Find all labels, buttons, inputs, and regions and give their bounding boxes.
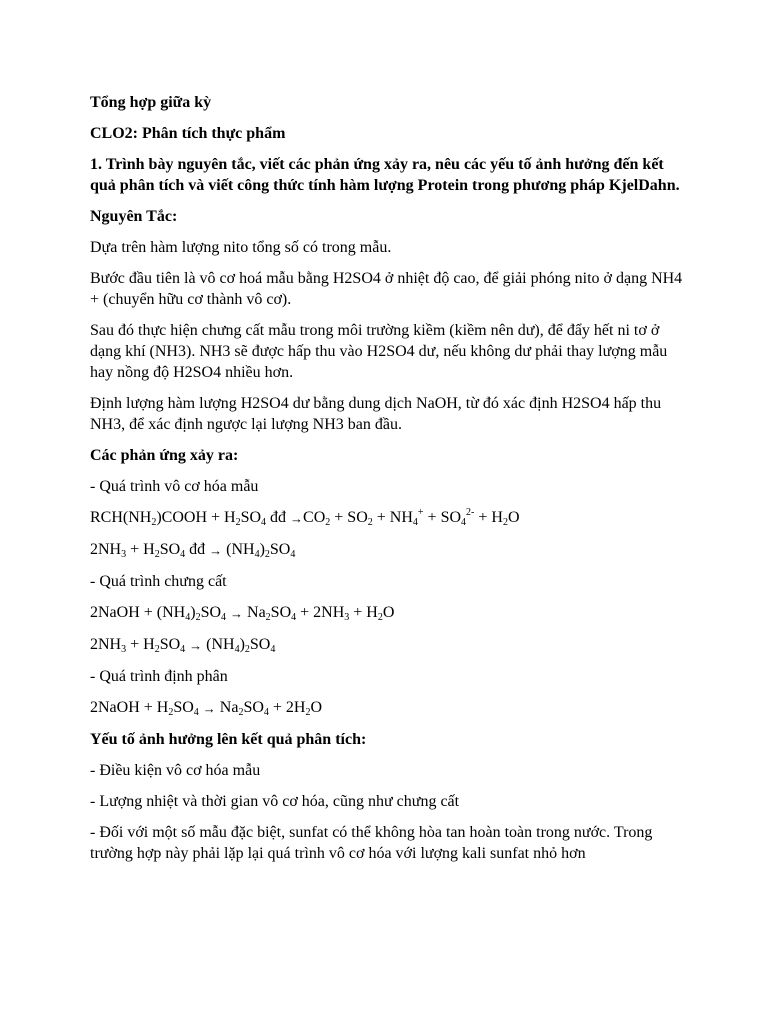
equation-titration: 2NaOH + $H_2SO_4 \to Na_2SO_4 + 2H_2O$ (90, 699, 323, 718)
document-body (90, 92, 690, 874)
factors-heading: Yếu tố ảnh hưởng lên kết quả phân tích: (90, 731, 367, 748)
factor-item: - Đối với một số mẫu đặc biệt, sunfat có thể không hòa tan hoàn toàn trong nước. Trong trường hợp này phải lặp lại quá trình vô cơ hóa với lượng kali sunfat nhỏ hơn (90, 824, 653, 862)
equation-digestion-1: $RCH(NH_2)COOH + H_2SO_4$ đđ $\to CO_2 + SO_2 + NH_4^+ + SO_4^{2-} + H_2O$ (90, 507, 520, 528)
reaction-step-label: - Quá trình vô cơ hóa mẫu (90, 478, 259, 495)
factor-item: - Điều kiện vô cơ hóa mẫu (90, 762, 261, 779)
question-text: 1. Trình bày nguyên tắc, viết các phản ứng xảy ra, nêu các yếu tố ảnh hưởng đến kết quả phân tích và viết công thức tính hàm lượng Protein trong phương pháp KjelDahn. (90, 156, 680, 194)
equation-digestion-2: $2NH_3 + H_2SO_4$ đđ → $(NH_4)_2SO_4$ (90, 541, 296, 560)
document-title: Tổng hợp giữa kỳ (90, 94, 212, 111)
principle-paragraph: Bước đầu tiên là vô cơ hoá mẫu bằng H2SO4 ở nhiệt độ cao, để giải phóng nito ở dạng NH4 + (chuyển hữu cơ thành vô cơ). (90, 270, 683, 308)
clo-heading: CLO2: Phân tích thực phẩm (90, 125, 286, 142)
principle-paragraph: Định lượng hàm lượng H2SO4 dư bằng dung dịch NaOH, từ đó xác định H2SO4 hấp thu NH3, để xác định ngược lại lượng NH3 ban đầu. (90, 395, 662, 433)
dd-label: đđ (270, 509, 287, 526)
equation-distillation-1: 2NaOH + $(NH_4)_2SO_4 \to Na_2SO_4 + 2NH_3 + H_2O$ (90, 604, 395, 623)
reaction-step-label: - Quá trình chưng cất (90, 573, 227, 590)
factor-item: - Lượng nhiệt và thời gian vô cơ hóa, cũng như chưng cất (90, 793, 460, 810)
principle-paragraph: Dựa trên hàm lượng nito tổng số có trong mẫu. (90, 239, 392, 256)
dd-label: đđ (189, 541, 206, 558)
arrow-icon: → (189, 638, 203, 653)
reaction-step-label: - Quá trình định phân (90, 668, 228, 685)
reactions-heading: Các phản ứng xảy ra: (90, 447, 239, 464)
equation-distillation-2: $2NH_3 + H_2SO_4 \to (NH_4)_2SO_4$ (90, 636, 276, 655)
arrow-icon: → (230, 606, 244, 621)
principle-paragraph: Sau đó thực hiện chưng cất mẫu trong môi trường kiềm (kiềm nên dư), để đẩy hết ni tơ ở dạng khí (NH3). NH3 sẽ được hấp thu vào H2SO4 dư, nếu không dư phải thay lượng mẫu hay nồng độ H2SO4 nhiều hơn. (90, 322, 668, 381)
arrow-icon: → (202, 701, 216, 716)
principle-heading: Nguyên Tắc: (90, 208, 178, 225)
arrow-icon: → (290, 511, 304, 526)
arrow-icon: → (209, 543, 223, 558)
